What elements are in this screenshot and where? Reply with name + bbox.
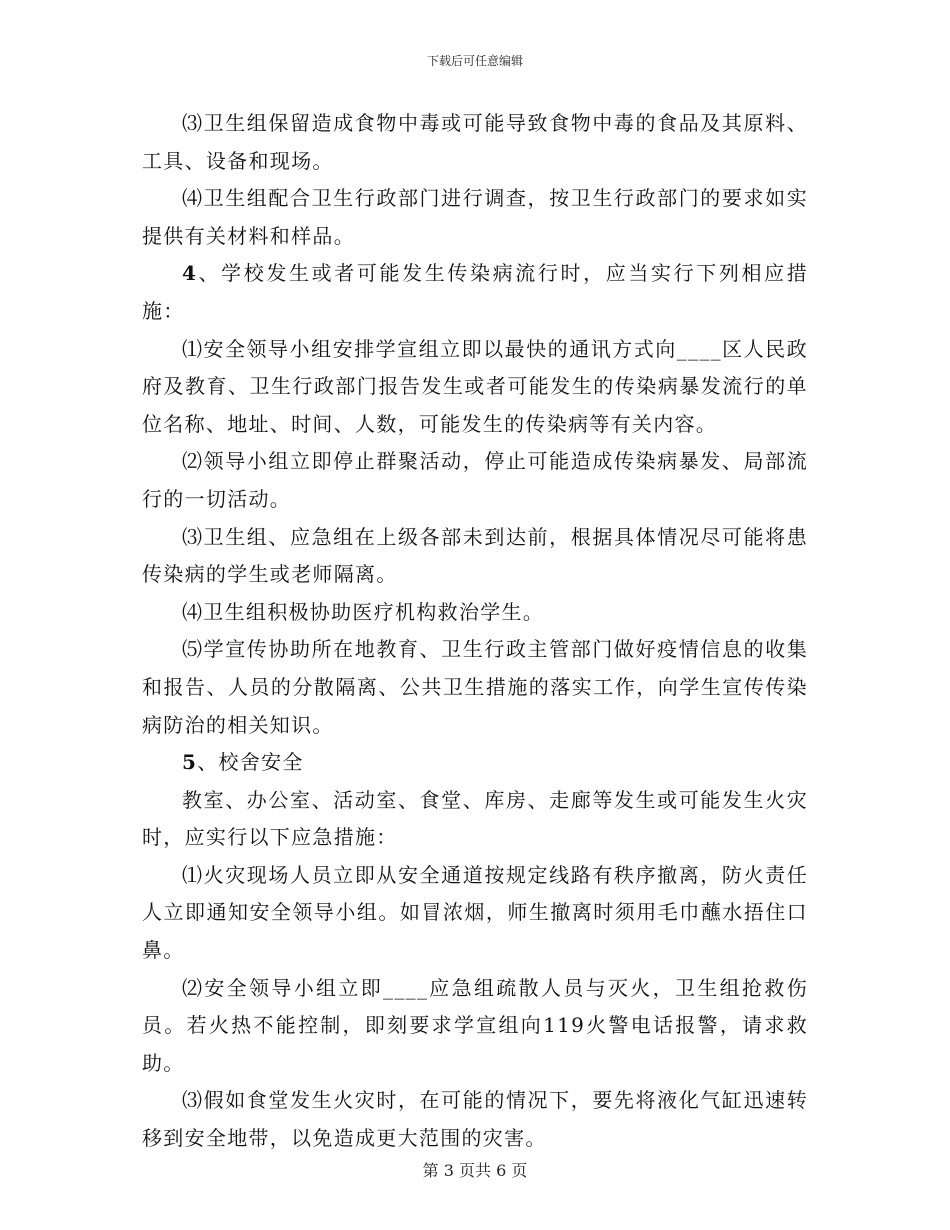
section-number: 5 bbox=[182, 750, 198, 775]
paragraph-2: ⑷卫生组配合卫生行政部门进行调查，按卫生行政部门的要求如实提供有关材料和样品。 bbox=[142, 186, 808, 248]
paragraph-11: ⑴火灾现场人员立即从安全通道按规定线路有秩序撤离，防火责任人立即通知安全领导小组。如冒浓烟，师生撤离时须用毛巾蘸水捂住口鼻。 bbox=[142, 862, 808, 963]
section-heading-4: 4、学校发生或者可能发生传染病流行时，应当实行下列相应措施： bbox=[142, 261, 808, 323]
paragraph-7: ⑷卫生组积极协助医疗机构救治学生。 bbox=[182, 599, 545, 624]
paragraph-8: ⑸学宣传协助所在地教育、卫生行政主管部门做好疫情信息的收集和报告、人员的分散隔离、公共卫生措施的落实工作，向学生宣传传染病防治的相关知识。 bbox=[142, 637, 808, 737]
section-number: 4 bbox=[182, 261, 198, 286]
paragraph-13: ⑶假如食堂发生火灾时，在可能的情况下，要先将液化气缸迅速转移到安全地带，以免造成更大范围的灾害。 bbox=[142, 1088, 808, 1151]
paragraph-5: ⑵领导小组立即停止群聚活动，停止可能造成传染病暴发、局部流行的一切活动。 bbox=[142, 449, 808, 511]
paragraph-4: ⑴安全领导小组安排学宣组立即以最快的通讯方式向____区人民政府及教育、卫生行政部门报告发生或者可能发生的传染病暴发流行的单位名称、地址、时间、人数，可能发生的传染病等有关内容。 bbox=[142, 336, 808, 436]
paragraph-12: ⑵安全领导小组立即____应急组疏散人员与灭火，卫生组抢救伤员。若火热不能控制，即刻要求学宣组向119火警电话报警，请求救助。 bbox=[142, 975, 808, 1075]
section-heading-5: 5、校舍安全 bbox=[182, 750, 304, 775]
paragraph-10: 教室、办公室、活动室、食堂、库房、走廊等发生或可能发生火灾时，应实行以下应急措施： bbox=[142, 787, 808, 850]
page-header: 下载后可任意编辑 bbox=[426, 54, 523, 68]
paragraph-6: ⑶卫生组、应急组在上级各部未到达前，根据具体情况尽可能将患传染病的学生或老师隔离。 bbox=[142, 524, 808, 587]
paragraph-1: ⑶卫生组保留造成食物中毒或可能导致食物中毒的食品及其原料、工具、设备和现场。 bbox=[142, 111, 808, 173]
page-footer: 第 3 页共 6 页 bbox=[422, 1161, 528, 1180]
document-body bbox=[142, 105, 808, 1158]
